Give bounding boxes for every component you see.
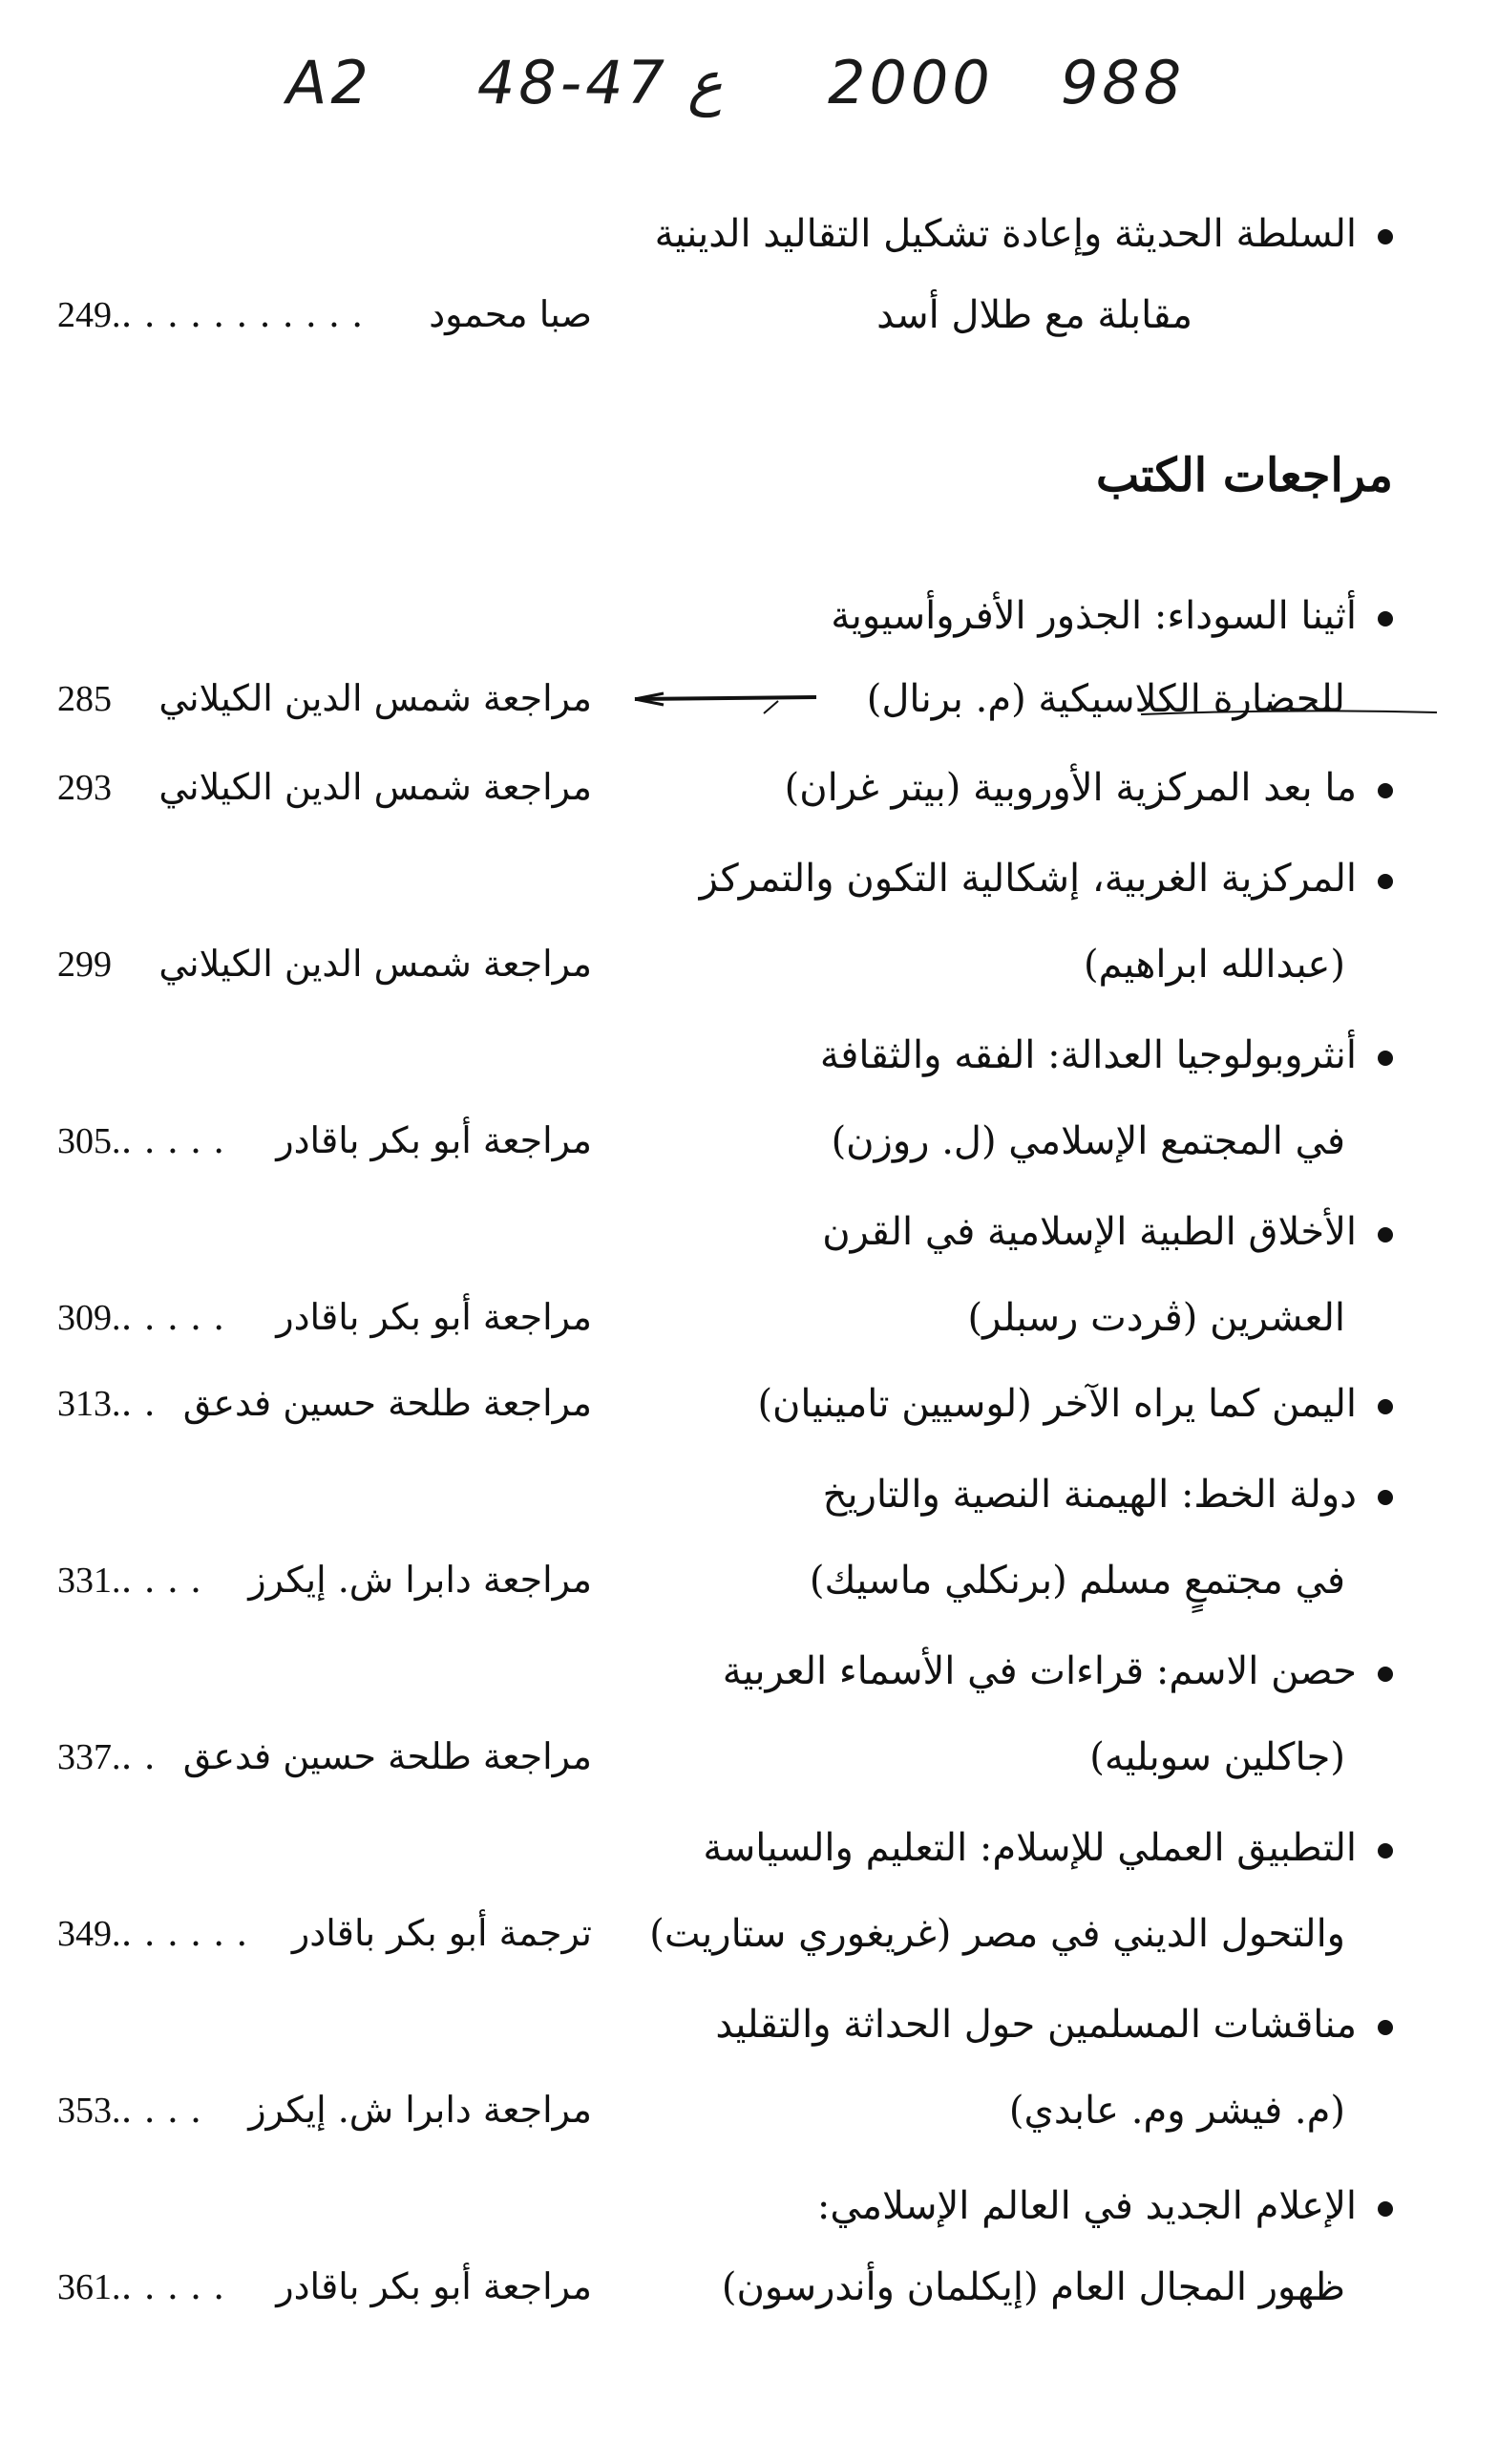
leader-dots: . . . . . (120, 1119, 225, 1161)
reviewer-name: ترجمة أبو بكر باقادر (291, 1912, 592, 1954)
handwritten-issue-mark: ع (687, 48, 724, 117)
reviewer-row (57, 1561, 592, 1599)
page-number: 293 (57, 768, 112, 808)
bullet-icon (1378, 783, 1393, 798)
leader-dots: . . . . . . . . . . . (120, 293, 364, 335)
reviewer-name: مراجعة أبو بكر باقادر (276, 2265, 592, 2307)
page-number: 305. (57, 1121, 121, 1161)
handwritten-number: 988 (1060, 48, 1186, 117)
leader-dots: . . . . . (120, 1296, 225, 1338)
handwritten-year: 2000 (828, 48, 994, 117)
bullet-icon (1378, 1399, 1393, 1414)
review-title-line2: (جاكلين سوبليه) (1089, 1735, 1345, 1779)
reviewer-name: مراجعة أبو بكر باقادر (276, 1119, 592, 1161)
review-title-line1: التطبيق العملي للإسلام: التعليم والسياسة (703, 1829, 1393, 1867)
reviewer-row (57, 2089, 592, 2131)
page-number: 353. (57, 2091, 121, 2131)
page-number: 349. (57, 1914, 121, 1954)
bullet-icon (1378, 1843, 1393, 1859)
reviewer-row (57, 766, 592, 808)
reviewer-row (57, 2265, 592, 2307)
review-title-line2: للحضارة الكلاسيكية (م. برنال) (866, 677, 1345, 721)
bullet-icon (1378, 1227, 1393, 1243)
bullet-icon (1378, 1667, 1393, 1682)
review-title-line2: (م. فيشر وم. عابدي) (1008, 2089, 1345, 2133)
handwritten-arrow-icon (625, 680, 821, 718)
page-number: 309. (57, 1298, 121, 1338)
page-number: 285 (57, 679, 112, 719)
page-number: 249. (57, 295, 121, 335)
page-number: 337. (57, 1737, 121, 1777)
reviewer-row (57, 677, 592, 719)
review-title-line1: دولة الخط: الهيمنة النصية والتاريخ (823, 1476, 1393, 1514)
bullet-icon (1378, 2201, 1393, 2217)
review-title-line2: (عبدالله ابراهيم) (1083, 943, 1345, 987)
handwritten-catalog-note (286, 48, 1185, 117)
page-number: 331. (57, 1561, 121, 1601)
reviewer-row (57, 1912, 592, 1954)
review-title-line1: اليمن كما يراه الآخر (لوسيين تامينيان) (757, 1385, 1393, 1423)
reviewer-name: مراجعة طلحة حسين فدعق (182, 1382, 592, 1424)
leader-dots: . . (120, 1382, 156, 1424)
reviewer-row (57, 1735, 592, 1777)
reviewer-row (57, 1296, 592, 1338)
reviewer-row (57, 945, 592, 983)
review-title-line2: ظهور المجال العام (إيكلمان وأندرسون) (721, 2265, 1345, 2309)
leader-dots: . . . . (120, 2089, 202, 2131)
bullet-icon (1378, 1490, 1393, 1505)
review-title-line2: في المجتمع الإسلامي (ل. روزن) (831, 1119, 1345, 1163)
review-title-line1: الإعلام الجديد في العالم الإسلامي: (817, 2187, 1393, 2225)
page-number: 299 (57, 945, 112, 985)
reviewer-name: مراجعة شمس الدين الكيلاني (158, 677, 592, 719)
review-title-line1: أثينا السوداء: الجذور الأفروأسيوية (831, 597, 1393, 635)
review-title-line2: العشرين (ڤردت رسبلر) (967, 1296, 1345, 1340)
handwritten-pages: 48-47 (476, 48, 669, 117)
leader-dots: . . . . (120, 1559, 202, 1601)
bullet-icon (1378, 2020, 1393, 2035)
bullet-icon (1378, 1051, 1393, 1066)
reviewer-name: مراجعة طلحة حسين فدعق (182, 1735, 592, 1777)
handwritten-underline (1136, 707, 1442, 720)
bullet-icon (1378, 611, 1393, 627)
intro-title-line1: السلطة الحديثة وإعادة تشكيل التقاليد الدينية (655, 215, 1393, 253)
reviewer-name: مراجعة أبو بكر باقادر (276, 1296, 592, 1338)
reviewer-name: مراجعة شمس الدين الكيلاني (158, 766, 592, 808)
review-title-line1: المركزية الغربية، إشكالية التكون والتمركز (700, 860, 1393, 898)
reviewer-name: مراجعة دابرا ش. إيكرز (248, 1559, 592, 1601)
page-number: 361. (57, 2267, 121, 2307)
leader-dots: . . . . . . (120, 1912, 248, 1954)
review-title-line2: والتحول الديني في مصر (غريغوري ستاريت) (649, 1912, 1345, 1956)
author-name: صبا محمود (429, 293, 592, 335)
review-title-line1: مناقشات المسلمين حول الحداثة والتقليد (715, 2006, 1393, 2044)
intro-author-row (57, 293, 592, 335)
reviewer-row (57, 1382, 592, 1424)
section-heading: مراجعات الكتب (1096, 449, 1393, 502)
bullet-icon (1378, 229, 1393, 244)
review-title-line1: حصن الاسم: قراءات في الأسماء العربية (723, 1652, 1393, 1690)
page-number: 313. (57, 1384, 121, 1424)
reviewer-name: مراجعة دابرا ش. إيكرز (248, 2089, 592, 2131)
review-title-line1: أنثروبولوجيا العدالة: الفقه والثقافة (820, 1036, 1393, 1074)
bullet-icon (1378, 874, 1393, 889)
reviewer-name: مراجعة شمس الدين الكيلاني (158, 943, 592, 985)
review-title-line1: الأخلاق الطبية الإسلامية في القرن (822, 1213, 1393, 1251)
leader-dots: . . (120, 1735, 156, 1777)
review-title-line2: في مجتمعٍ مسلم (برنكلي ماسيك) (809, 1559, 1345, 1603)
intro-title-line2: مقابلة مع طلال أسد (876, 293, 1192, 337)
review-title-line1: ما بعد المركزية الأوروبية (بيتر غران) (785, 769, 1393, 807)
leader-dots: . . . . . (120, 2265, 225, 2307)
handwritten-code: A2 (286, 48, 372, 117)
reviewer-row (57, 1119, 592, 1161)
